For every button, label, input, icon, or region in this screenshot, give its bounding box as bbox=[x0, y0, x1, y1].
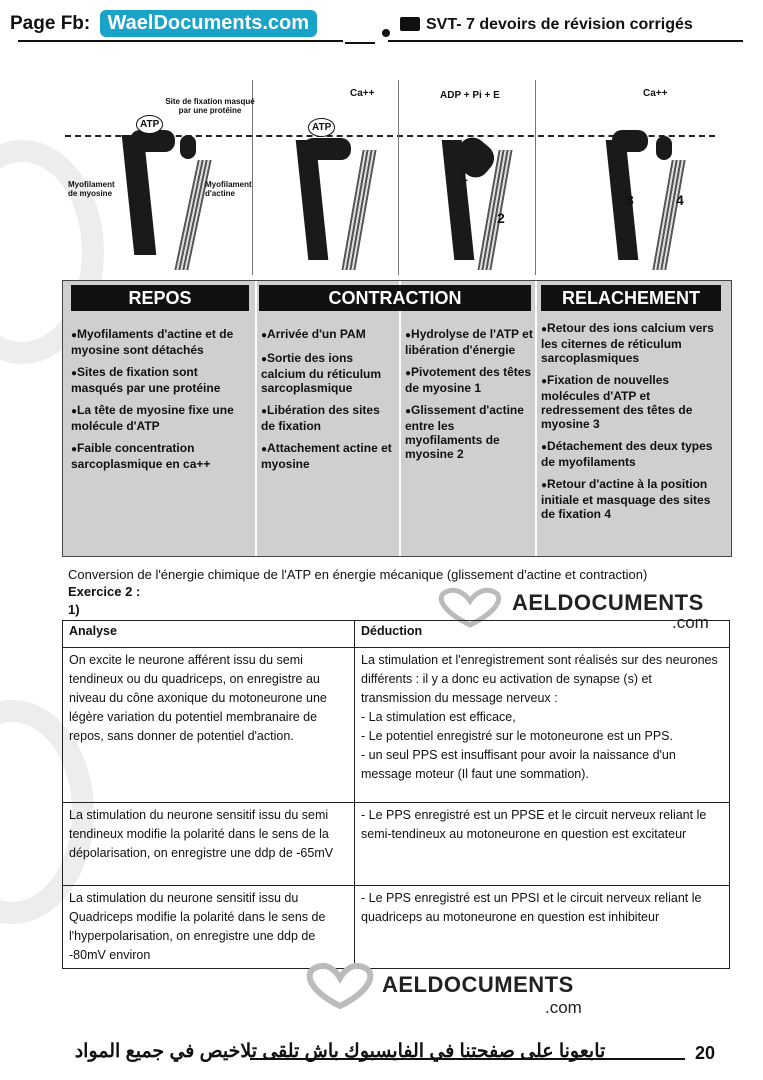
header-divider bbox=[345, 42, 375, 44]
actine-label: Myofilament d'actine bbox=[205, 180, 252, 198]
step-1-label: 1 bbox=[460, 168, 468, 184]
header-dot bbox=[382, 29, 390, 37]
column-title-contraction: CONTRACTION bbox=[259, 285, 531, 311]
myosin-filament bbox=[122, 135, 157, 255]
step-2-label: 2 bbox=[497, 210, 505, 226]
book-icon bbox=[400, 17, 420, 31]
figure-caption: Conversion de l'énergie chimique de l'ATP en énergie mécanique (glissement d'actine et contraction) bbox=[68, 567, 648, 582]
exercise-title: Exercice 2 : bbox=[68, 584, 141, 599]
step-3-label: 3 bbox=[626, 192, 634, 208]
contraction-list-b: ● Hydrolyse de l'ATP et libération d'énergie ● Pivotement des têtes de myosine 1 ● Glissement d'actine entre les myofilaments de myosine 2 bbox=[405, 327, 533, 469]
watermark-logo: AELDOCUMENTS .com bbox=[430, 585, 730, 635]
contraction-list-a: ● Arrivée d'un PAM ● Sortie des ions calcium du réticulum sarcoplasmique ● Libération des sites de fixation ● Attachement actine et myosine bbox=[261, 327, 397, 479]
watermark-logo: AELDOCUMENTS .com bbox=[300, 960, 620, 1020]
header-right bbox=[400, 16, 693, 34]
question-number: 1) bbox=[68, 602, 80, 617]
relachement-list: ● Retour des ions calcium vers les citernes de réticulum sarcoplasmiques ● Fixation de nouvelles molécules d'ATP et redressement des têtes de myosine 3 ● Détachement des deux types de myofilaments ● Retour d'actine à la position initiale et masquage des sites de fixation 4 bbox=[541, 321, 725, 529]
actin-filament bbox=[652, 160, 685, 270]
muscle-phases-table bbox=[62, 280, 732, 557]
repos-list: ● Myofilaments d'actine et de myosine sont détachés ● Sites de fixation sont masqués par une protéine ● La tête de myosine fixe une molécule d'ATP ● Faible concentration sarcoplasmique en ca++ bbox=[71, 327, 251, 479]
atp-label: ATP bbox=[308, 118, 335, 137]
table-row: On excite le neurone afférent issu du semi tendineux ou du quadriceps, on enregistre au niveau du cône axonique du motoneurone une légère variation du potentiel membranaire de repos, sans donner de potentiel d'action. La stimulation et l'enregistrement sont réalisés sur des neurones différents : il y a donc eu activation de synapse (s) et transmission du message nerveux : - La stimulation est efficace, - Le potentiel enregistré sur le motoneurone est un PPS. - un seul PPS est insuffisant pour avoir la naissance d'un message moteur (Il faut une sommation). bbox=[63, 648, 730, 803]
myosin-head bbox=[612, 130, 648, 152]
calcium-label: Ca++ bbox=[350, 88, 375, 99]
page-number: 20 bbox=[695, 1043, 716, 1063]
actin-filament bbox=[341, 150, 376, 270]
column-title-repos: REPOS bbox=[71, 285, 249, 311]
table-row: La stimulation du neurone sensitif issu du semi tendineux modifie la polarité dans le sens de la dépolarisation, on enregistre une ddp de -65mV - Le PPS enregistré est un PPSE et le circuit nerveux reliant le semi-tendineux au motoneurone en question est excitateur bbox=[63, 803, 730, 886]
header-title: SVT- 7 devoirs de révision corrigés bbox=[426, 16, 693, 33]
adp-label: ADP + Pi + E bbox=[440, 90, 500, 101]
column-title-relachement: RELACHEMENT bbox=[541, 285, 721, 311]
heart-logo-icon bbox=[300, 960, 380, 1010]
site-masque-label: Site de fixation masqué par une protéine bbox=[165, 97, 255, 115]
step-4-label: 4 bbox=[676, 192, 684, 208]
myosin-head bbox=[303, 138, 351, 160]
analysis-table bbox=[62, 620, 730, 969]
header-rule-left bbox=[18, 40, 343, 42]
header-rule bbox=[388, 40, 743, 42]
masking-protein bbox=[180, 135, 196, 159]
myosine-label: Myofilament de myosine bbox=[68, 180, 115, 198]
site-link[interactable]: WaelDocuments.com bbox=[100, 10, 318, 37]
calcium-label: Ca++ bbox=[643, 88, 668, 99]
column-header-deduction: Déduction bbox=[355, 621, 730, 648]
footer-arabic-text: تابعونا على صفحتنا في الفايسبوك باش تلقى تلاخيص في جميع المواد bbox=[74, 1041, 606, 1062]
header-prefix: Page Fb: bbox=[10, 13, 91, 34]
column-header-analyse: Analyse bbox=[63, 621, 355, 648]
table-row: La stimulation du neurone sensitif issu du Quadriceps modifie la polarité dans le sens de l'hyperpolarisation, on enregistre une ddp de -80mV environ - Le PPS enregistré est un PPSI et le circuit nerveux reliant le quadriceps au motoneurone en question est inhibiteur bbox=[63, 886, 730, 969]
masking-protein bbox=[656, 136, 672, 160]
atp-label: ATP bbox=[136, 115, 163, 134]
header-left bbox=[10, 10, 317, 37]
actin-filament bbox=[174, 160, 211, 270]
